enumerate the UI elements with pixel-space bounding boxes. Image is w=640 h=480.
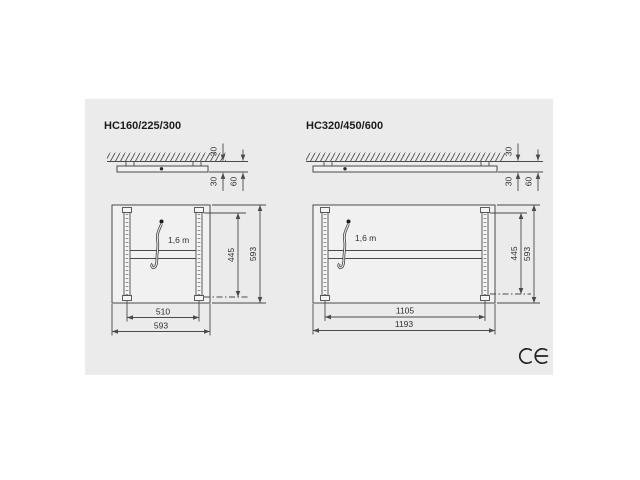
cable-plug-dot [347, 220, 351, 224]
rail-top-bracket [123, 208, 132, 213]
dimension-label-bracket-spacing: 510 [155, 306, 171, 317]
rail-bottom-bracket [481, 296, 490, 301]
cable-length-label: 1,6 m [168, 235, 190, 245]
dimension-label-panel-height: 593 [522, 246, 532, 262]
cable-plug-dot [160, 220, 164, 224]
cable-length-label: 1,6 m [355, 233, 377, 243]
dimension-label-panel-depth: 30 [208, 176, 219, 187]
dimension-label-panel-width: 1193 [394, 319, 414, 329]
dimension-label-bracket-height: 445 [226, 247, 236, 263]
right-diagram-title: HC320/450/600 [306, 120, 384, 132]
panel-side-profile [313, 166, 497, 172]
dimension-label-panel-height: 593 [248, 246, 258, 262]
rail-bottom-bracket [321, 296, 330, 301]
mounting-bracket [126, 162, 134, 167]
dimension-label-total-depth: 60 [523, 176, 534, 187]
mounting-bracket [481, 162, 489, 167]
dimension-label-ceiling-gap: 30 [208, 146, 219, 157]
dimension-label-ceiling-gap: 30 [503, 146, 514, 157]
ceiling-hatch [306, 153, 505, 162]
dimension-label-panel-depth: 30 [503, 176, 514, 187]
rail-top-bracket [195, 208, 204, 213]
dimension-label-panel-width: 593 [153, 320, 169, 331]
rail-top-bracket [481, 208, 490, 213]
cable-gland-dot [343, 167, 346, 170]
left-diagram-title: HC160/225/300 [104, 120, 182, 132]
cable-gland-dot [160, 167, 163, 170]
panel-front [313, 205, 495, 303]
mounting-bracket [324, 162, 332, 167]
dimension-label-bracket-height: 445 [509, 246, 519, 261]
dimension-label-bracket-spacing: 1105 [395, 305, 415, 316]
dimension-label-total-depth: 60 [228, 176, 239, 187]
rail-bottom-bracket [195, 296, 204, 301]
rail-bottom-bracket [123, 296, 132, 301]
mounting-bracket [193, 162, 201, 167]
rail-top-bracket [321, 208, 330, 213]
